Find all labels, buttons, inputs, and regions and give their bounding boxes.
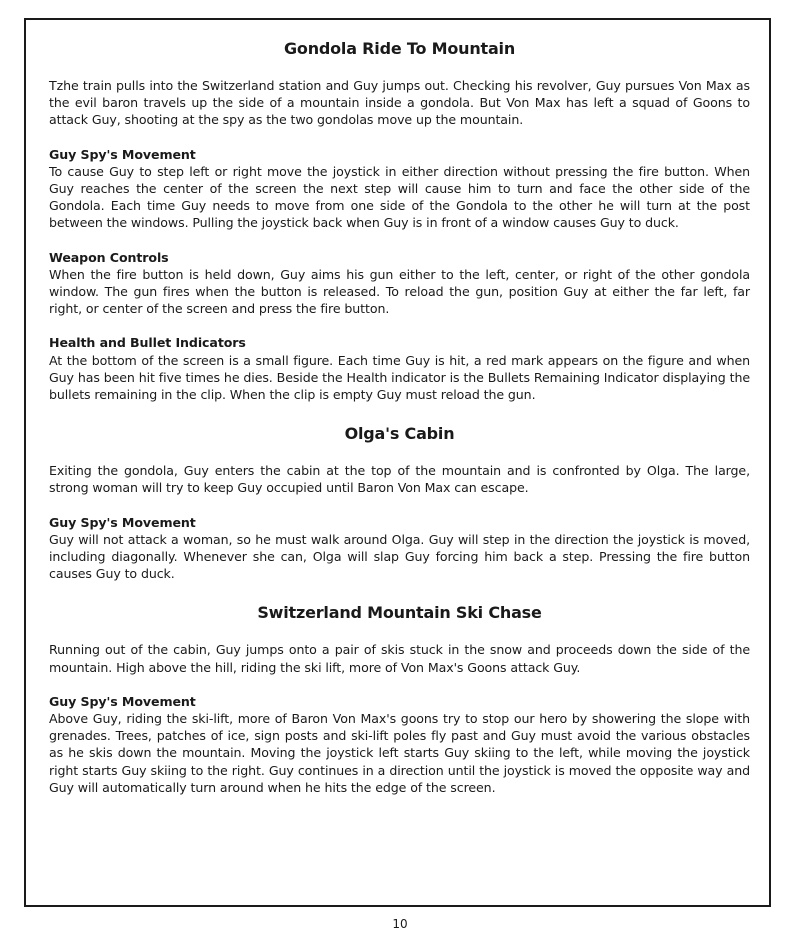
subsection-heading: Guy Spy's Movement [49, 514, 196, 530]
subsection-text: Guy will not attack a woman, so he must walk around Olga. Guy will step in the direction the joystick is moved, including diagonally. Whenever she can, Olga will slap Guy forcing him back a step. Pressing the fire button causes Guy to duck. [49, 531, 750, 582]
manual-content [49, 38, 750, 796]
subsection-movement [49, 693, 750, 796]
subsection-heading: Health and Bullet Indicators [49, 335, 246, 351]
subsection-text: When the fire button is held down, Guy aims his gun either to the left, center, or right of the other gondola window. The gun fires when the button is released. To reload the gun, position Guy at either the far left, far right, or center of the screen and press the fire button. [49, 266, 750, 317]
section-olgas-cabin [49, 423, 750, 582]
subsection-health-bullet-indicators [49, 334, 750, 403]
subsection-heading: Guy Spy's Movement [49, 146, 196, 162]
subsection-text: To cause Guy to step left or right move the joystick in either direction without pressing the fire button. When Guy reaches the center of the screen the next step will cause him to turn and face the other side of the Gondola. Each time Guy needs to move from one side of the Gondola to the other he will turn at the post between the windows. Pulling the joystick back when Guy is in front of a window causes Guy to duck. [49, 163, 750, 231]
subsection-movement [49, 146, 750, 232]
subsection-heading: Guy Spy's Movement [49, 693, 196, 709]
subsection-heading: Weapon Controls [49, 249, 169, 265]
subsection-text: Above Guy, riding the ski-lift, more of Baron Von Max's goons try to stop our hero by showering the slope with grenades. Trees, patches of ice, sign posts and ski-lift poles fly past and Guy must avoid the various obstacles as he skis down the mountain. Moving the joystick left starts Guy skiing to the left, while moving the joystick right starts Guy skiing to the right. Guy continues in a direction until the joystick is moved the opposite way and Guy will automatically turn around when he hits the edge of the screen. [49, 711, 750, 795]
page-number: 10 [392, 917, 408, 931]
section-intro: Running out of the cabin, Guy jumps onto a pair of skis stuck in the snow and proceeds down the side of the mountain. High above the hill, riding the ski lift, more of Von Max's Goons attack Guy. [49, 642, 750, 675]
section-title: Switzerland Mountain Ski Chase [257, 603, 542, 623]
subsection-text: At the bottom of the screen is a small figure. Each time Guy is hit, a red mark appears on the figure and when Guy has been hit five times he dies. Beside the Health indicator is the Bullets Remaining Indicator displaying the bullets remaining in the clip. When the clip is empty Guy must reload the gun. [49, 352, 750, 403]
section-gondola-ride [49, 38, 750, 403]
subsection-weapon-controls [49, 249, 750, 318]
subsection-movement [49, 514, 750, 583]
section-ski-chase [49, 602, 750, 796]
section-intro: Exiting the gondola, Guy enters the cabin at the top of the mountain and is confronted by Olga. The large, strong woman will try to keep Guy occupied until Baron Von Max can escape. [49, 463, 750, 496]
section-intro: Tzhe train pulls into the Switzerland station and Guy jumps out. Checking his revolver, Guy pursues Von Max as the evil baron travels up the side of a mountain inside a gondola. But Von Max has left a squad of Goons to attack Guy, shooting at the spy as the two gondolas move up the mountain. [49, 78, 750, 128]
section-title: Gondola Ride To Mountain [283, 39, 516, 58]
section-title: Olga's Cabin [344, 424, 455, 444]
